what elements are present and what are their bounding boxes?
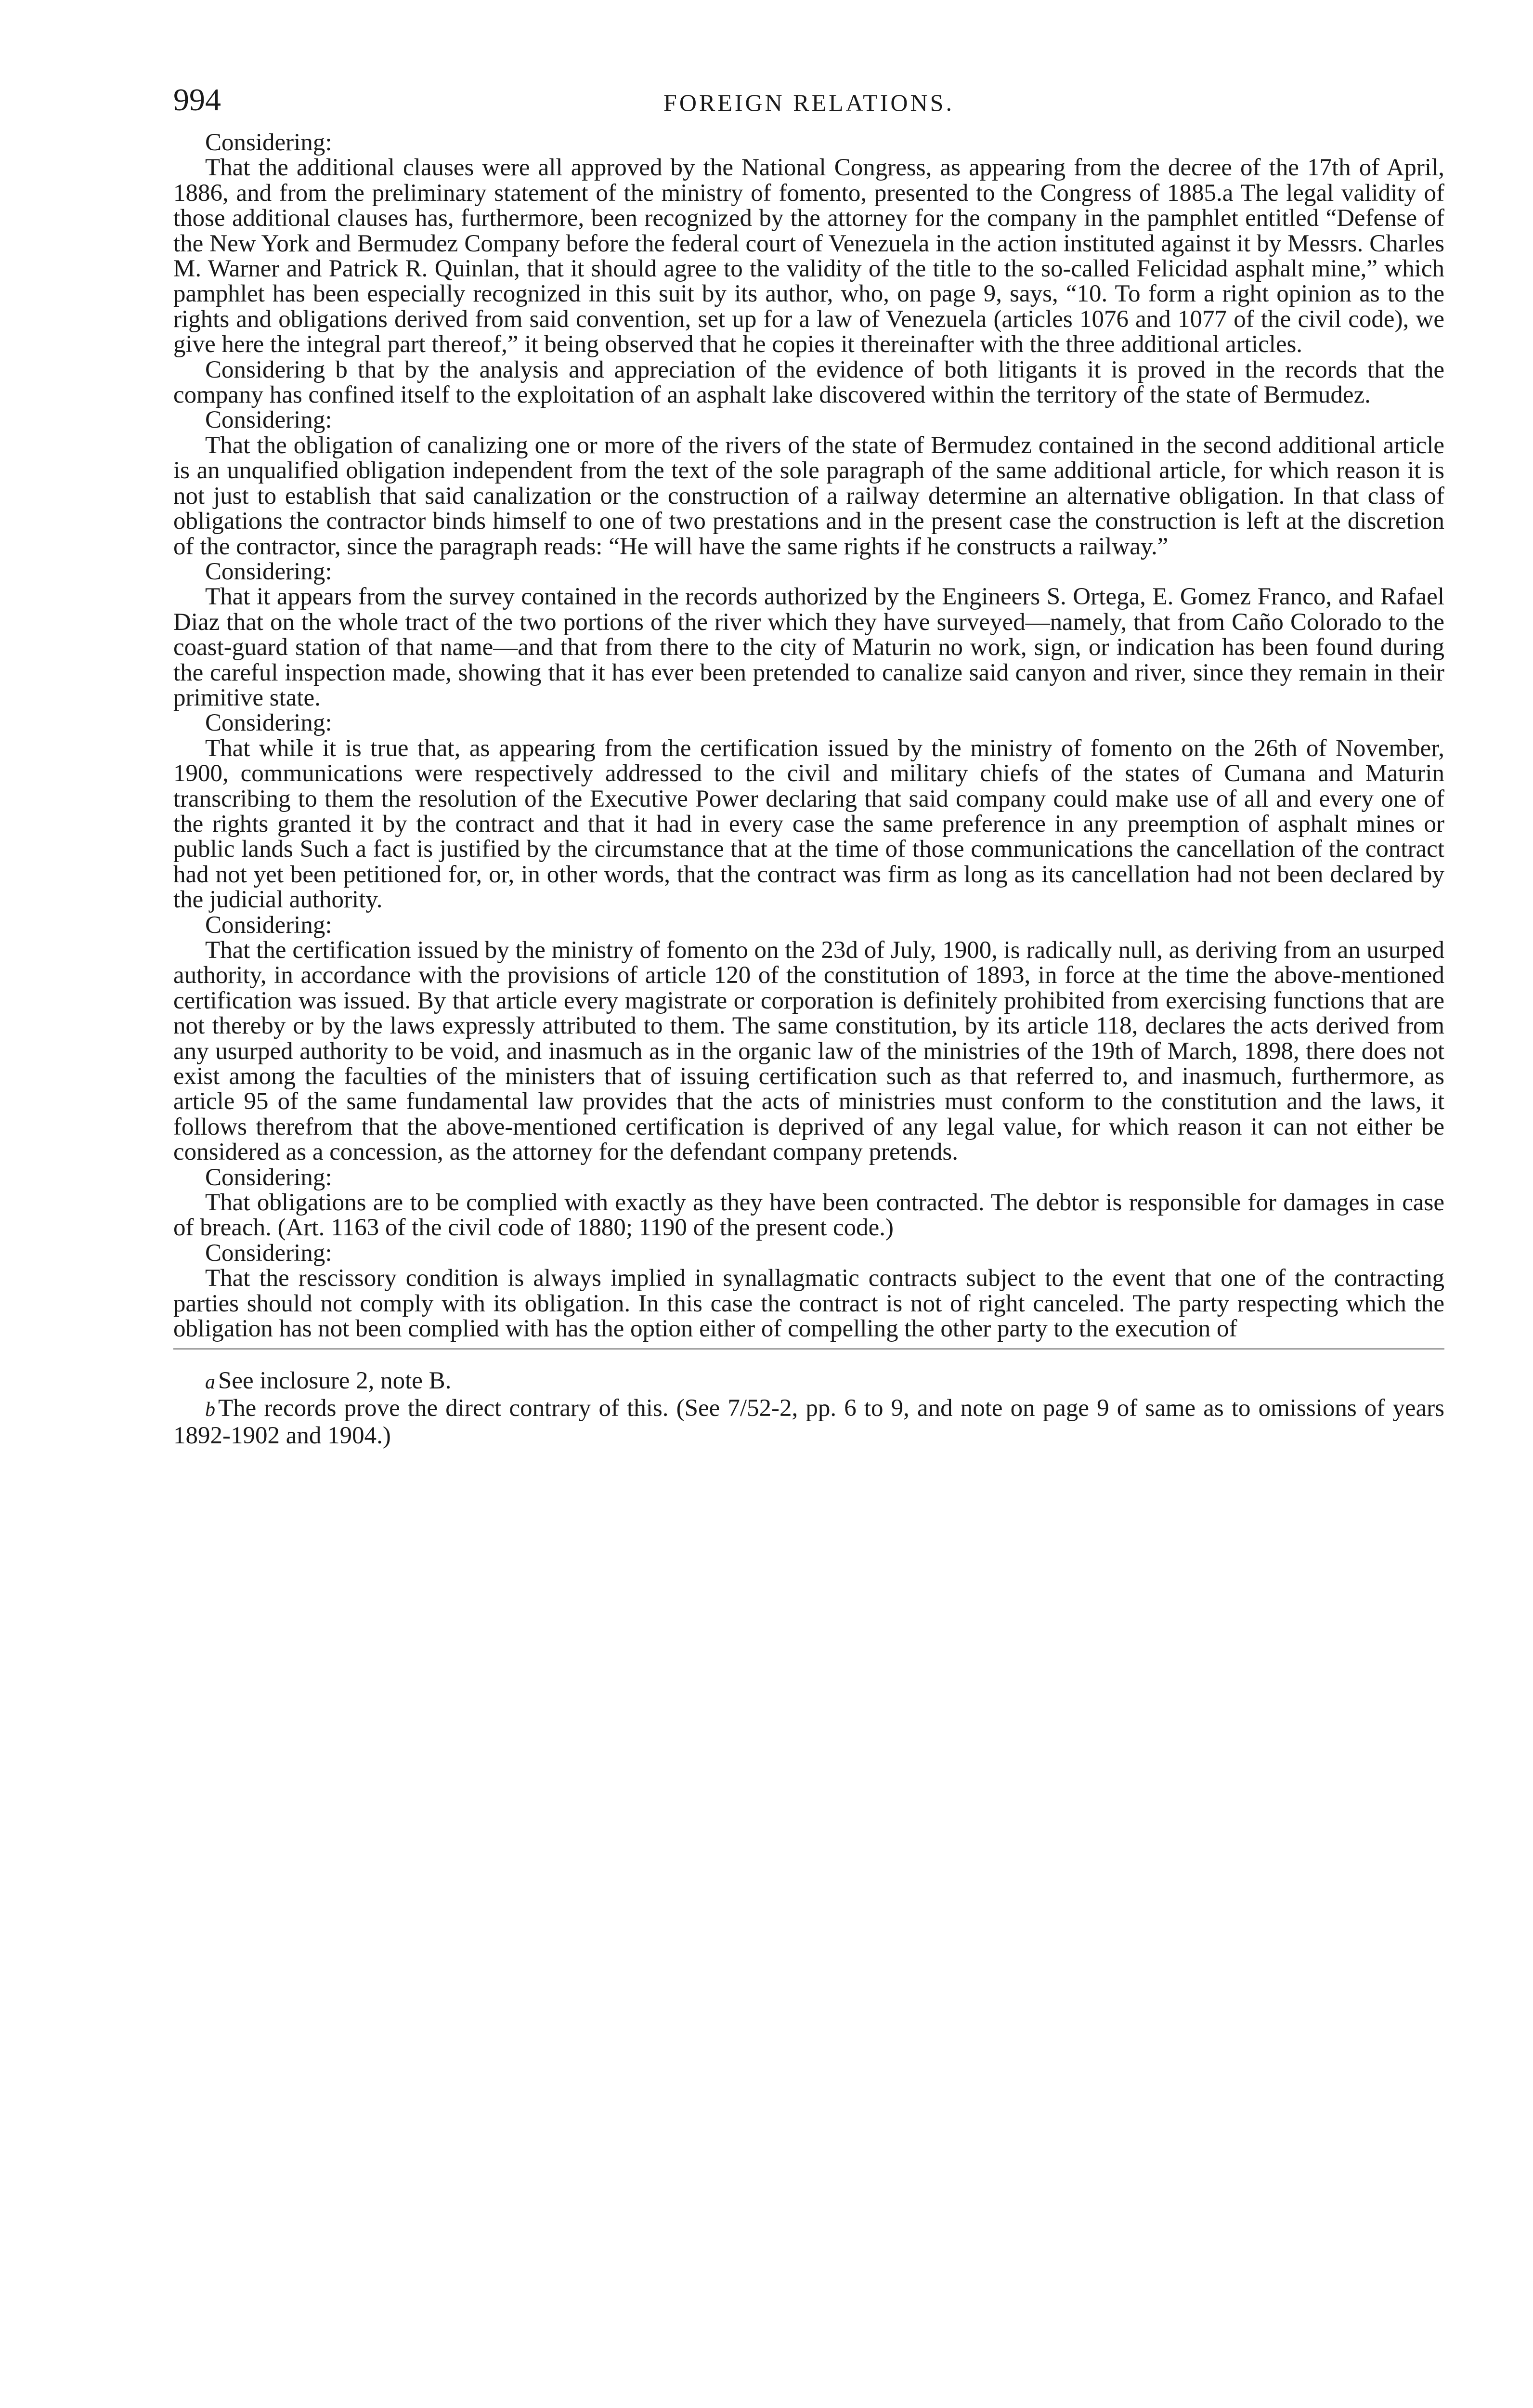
paragraph-considering: Considering: — [205, 1239, 332, 1267]
paragraph: That the obligation of canalizing one or more of the rivers of the state of Bermudez contained in the second additional article is an unqualified obligation independent from the text of the sole paragraph of the same additional article, for which reason it is not just to establish that said canalization or the construction of a railway determine an alternative obligation. In that class of obligations the contractor binds himself to one of two prestations and in the present case the construction is left at the discretion of the contractor, since the paragraph reads: “He will have the same rights if he constructs a railway.” — [173, 432, 1444, 560]
footnotes — [173, 1368, 1444, 1449]
footnote-mark: a — [205, 1371, 215, 1393]
paragraph-considering: Considering: — [205, 406, 332, 434]
running-title: FOREIGN RELATIONS. — [663, 89, 954, 116]
paragraph: That obligations are to be complied with exactly as they have been contracted. The debtor is responsible for damages in case of breach. (Art. 1163 of the civil code of 1880; 1190 of the present code.) — [173, 1189, 1444, 1242]
paragraph-considering: Considering: — [205, 911, 332, 939]
paragraph-considering: Considering: — [205, 709, 332, 737]
paragraph: That the rescissory condition is always implied in synallagmatic contracts subject to the event that one of the contracting parties should not comply with its obligation. In this case the contract is not of right canceled. The party respecting which the obligation has not been complied with has the option either of compelling the other party to the execution of — [173, 1265, 1444, 1343]
paragraph: That the certification issued by the ministry of fomento on the 23d of July, 1900, is radically null, as deriving from an usurped authority, in accordance with the provisions of article 120 of the constitution of 1893, in force at the time the above-mentioned certification was issued. By that article every magistrate or corporation is definitely prohibited from exercising functions that are not thereby or by the laws expressly attributed to them. The same constitution, by its article 118, declares the acts derived from any usurped authority to be void, and inasmuch as in the organic law of the ministries of the 19th of March, 1898, there does not exist among the faculties of the ministers that of issuing certification such as that referred to, and inasmuch, furthermore, as article 95 of the same fundamental law provides that the acts of ministries must conform to the constitution and the laws, it follows therefrom that the above-mentioned certification is deprived of any legal value, for which reason it can not either be considered as a concession, as the attorney for the defendant company pretends. — [173, 937, 1444, 1166]
page-number: 994 — [173, 82, 221, 118]
paragraph: Considering b that by the analysis and appreciation of the evidence of both litigants it is proved in the records that the company has confined itself to the exploitation of an asphalt lake discovered within the territory of the state of Bermudez. — [173, 356, 1444, 409]
paragraph: That the additional clauses were all approved by the National Congress, as appearing from the decree of the 17th of April, 1886, and from the preliminary statement of the ministry of fomento, presented to the Congress of 1885.a The legal validity of those additional clauses has, furthermore, been recognized by the attorney for the company in the pamphlet entitled “Defense of the New York and Bermudez Company before the federal court of Venezuela in the action instituted against it by Messrs. Charles M. Warner and Patrick R. Quinlan, that it should agree to the validity of the title to the so-called Felicidad asphalt mine,” which pamphlet has been especially recognized in this suit by its author, who, on page 9, says, “10. To form a right opinion as to the rights and obligations derived from said convention, set up for a law of Venezuela (articles 1076 and 1077 of the civil code), we give here the integral part thereof,” it being observed that he copies it thereinafter with the three additional articles. — [173, 154, 1444, 358]
paragraph-considering: Considering: — [205, 558, 332, 585]
page-header — [173, 82, 1444, 130]
footnote-divider — [173, 1348, 1444, 1349]
footnote-mark: b — [205, 1398, 215, 1421]
footnote-text: The records prove the direct contrary of this. (See 7/52-2, pp. 6 to 9, and note on page 9 of same as to omissions of years 1892-1902 and 1904.) — [173, 1394, 1444, 1449]
paragraph-considering: Considering: — [205, 129, 332, 156]
footnote-text: See inclosure 2, note B. — [218, 1367, 452, 1394]
document-page — [173, 82, 1444, 1449]
body-text — [173, 130, 1444, 1342]
paragraph: That it appears from the survey contained in the records authorized by the Engineers S. Ortega, E. Gomez Franco, and Rafael Diaz that on the whole tract of the two portions of the river which they have surveyed—namely, that from Caño Colorado to the coast-guard station of that name—and that from there to the city of Maturin no work, sign, or indication has been found during the careful inspection made, showing that it has ever been pretended to canalize said canyon and river, since they remain in their primitive state. — [173, 583, 1444, 711]
paragraph: That while it is true that, as appearing from the certification issued by the ministry of fomento on the 26th of November, 1900, communications were respectively addressed to the civil and military chiefs of the states of Cumana and Maturin transcribing to them the resolution of the Executive Power declaring that said company could make use of all and every one of the rights granted it by the contract and that it had in every case the same preference in any preemption of asphalt mines or public lands Such a fact is justified by the circumstance that at the time of those communications the cancellation of the contract had not yet been petitioned for, or, in other words, that the contract was firm as long as its cancellation had not been declared by the judicial authority. — [173, 734, 1444, 914]
footnote-b — [173, 1395, 1444, 1449]
footnote-a — [173, 1368, 1444, 1395]
paragraph-considering: Considering: — [205, 1164, 332, 1191]
